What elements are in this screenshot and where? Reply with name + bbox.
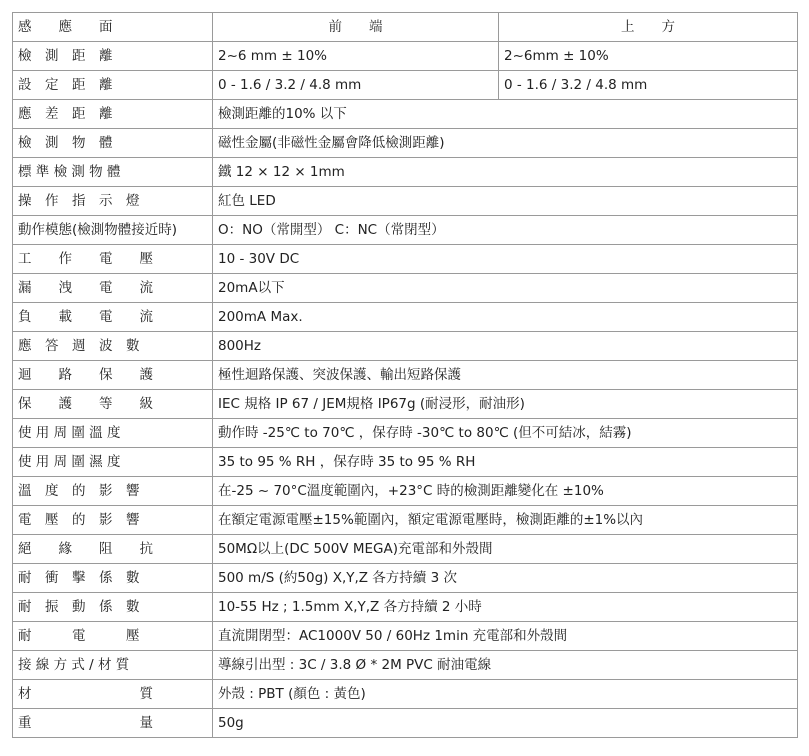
spec-value-cell: 極性迴路保護、突波保護、輸出短路保護 (213, 361, 798, 390)
spec-label-cell: 重 量 (13, 709, 213, 738)
spec-row (13, 390, 798, 419)
spec-label-cell: 操 作 指 示 燈 (13, 187, 213, 216)
spec-value-cell: 200mA Max. (213, 303, 798, 332)
spec-row (13, 680, 798, 709)
spec-row (13, 42, 798, 71)
spec-value-cell: IEC 規格 IP 67 / JEM規格 IP67g (耐浸形，耐油形) (213, 390, 798, 419)
header-top-cell: 上 方 (499, 13, 798, 42)
spec-label-cell: 電 壓 的 影 響 (13, 506, 213, 535)
spec-row (13, 129, 798, 158)
spec-row (13, 477, 798, 506)
spec-row (13, 100, 798, 129)
spec-label-cell: 耐 振 動 係 數 (13, 593, 213, 622)
spec-value-cell: 檢測距離的10% 以下 (213, 100, 798, 129)
spec-value-cell: 鐵 12 × 12 × 1mm (213, 158, 798, 187)
spec-row (13, 622, 798, 651)
spec-label-cell: 檢 測 物 體 (13, 129, 213, 158)
spec-label-cell: 保 護 等 級 (13, 390, 213, 419)
spec-label-cell: 耐 衝 擊 係 數 (13, 564, 213, 593)
spec-label-cell: 動作模態(檢測物體接近時) (13, 216, 213, 245)
spec-row (13, 71, 798, 100)
spec-label-cell: 材 質 (13, 680, 213, 709)
spec-label-cell: 使 用 周 圍 濕 度 (13, 448, 213, 477)
spec-row (13, 187, 798, 216)
spec-row (13, 564, 798, 593)
spec-value-cell: 500 m/S (約50g) X,Y,Z 各方持續 3 次 (213, 564, 798, 593)
spec-label-cell: 負 載 電 流 (13, 303, 213, 332)
spec-label-cell: 標 準 檢 測 物 體 (13, 158, 213, 187)
spec-row (13, 332, 798, 361)
spec-value-cell: 50g (213, 709, 798, 738)
spec-row (13, 158, 798, 187)
spec-row (13, 361, 798, 390)
spec-value-cell: 在額定電源電壓±15%範圍內，額定電源電壓時，檢測距離的±1%以內 (213, 506, 798, 535)
spec-label-cell: 迴 路 保 護 (13, 361, 213, 390)
spec-top-value-cell: 2~6mm ± 10% (499, 42, 798, 71)
spec-row (13, 506, 798, 535)
spec-value-cell: 磁性金屬(非磁性金屬會降低檢測距離) (213, 129, 798, 158)
spec-row (13, 448, 798, 477)
spec-row (13, 709, 798, 738)
spec-value-cell: 10-55 Hz ; 1.5mm X,Y,Z 各方持續 2 小時 (213, 593, 798, 622)
spec-label-cell: 絕 緣 阻 抗 (13, 535, 213, 564)
spec-row (13, 593, 798, 622)
spec-top-value-cell: 0 - 1.6 / 3.2 / 4.8 mm (499, 71, 798, 100)
spec-value-cell: O：NO（常開型） C：NC（常閉型） (213, 216, 798, 245)
spec-row (13, 535, 798, 564)
spec-row (13, 303, 798, 332)
spec-label-cell: 使 用 周 圍 溫 度 (13, 419, 213, 448)
spec-value-cell: 50MΩ以上(DC 500V MEGA)充電部和外殼間 (213, 535, 798, 564)
spec-label-cell: 應 答 週 波 數 (13, 332, 213, 361)
spec-row (13, 245, 798, 274)
spec-value-cell: 在-25 ~ 70°C溫度範圍內，+23°C 時的檢測距離變化在 ±10% (213, 477, 798, 506)
spec-value-cell: 直流開閉型：AC1000V 50 / 60Hz 1min 充電部和外殼間 (213, 622, 798, 651)
spec-row (13, 216, 798, 245)
spec-value-cell: 外殼 : PBT (顏色 : 黃色) (213, 680, 798, 709)
spec-label-cell: 溫 度 的 影 響 (13, 477, 213, 506)
spec-label-cell: 漏 洩 電 流 (13, 274, 213, 303)
spec-label-cell: 接 線 方 式 / 材 質 (13, 651, 213, 680)
spec-table (12, 12, 798, 738)
spec-value-cell: 紅色 LED (213, 187, 798, 216)
spec-label-cell: 應 差 距 離 (13, 100, 213, 129)
spec-value-cell: 10 - 30V DC (213, 245, 798, 274)
spec-label-cell: 檢 測 距 離 (13, 42, 213, 71)
spec-value-cell: 導線引出型 : 3C / 3.8 Ø * 2M PVC 耐油電線 (213, 651, 798, 680)
spec-row (13, 419, 798, 448)
spec-table-body (13, 13, 798, 738)
spec-value-cell: 35 to 95 % RH ，保存時 35 to 95 % RH (213, 448, 798, 477)
spec-row (13, 651, 798, 680)
spec-value-cell: 20mA以下 (213, 274, 798, 303)
spec-label-cell: 工 作 電 壓 (13, 245, 213, 274)
spec-front-value-cell: 0 - 1.6 / 3.2 / 4.8 mm (213, 71, 499, 100)
spec-value-cell: 動作時 -25℃ to 70℃ ，保存時 -30℃ to 80℃ (但不可結冰，結霧) (213, 419, 798, 448)
spec-label-cell: 耐 電 壓 (13, 622, 213, 651)
header-label-cell: 感 應 面 (13, 13, 213, 42)
spec-label-cell: 設 定 距 離 (13, 71, 213, 100)
spec-row (13, 274, 798, 303)
spec-front-value-cell: 2~6 mm ± 10% (213, 42, 499, 71)
header-row (13, 13, 798, 42)
spec-value-cell: 800Hz (213, 332, 798, 361)
header-front-cell: 前 端 (213, 13, 499, 42)
